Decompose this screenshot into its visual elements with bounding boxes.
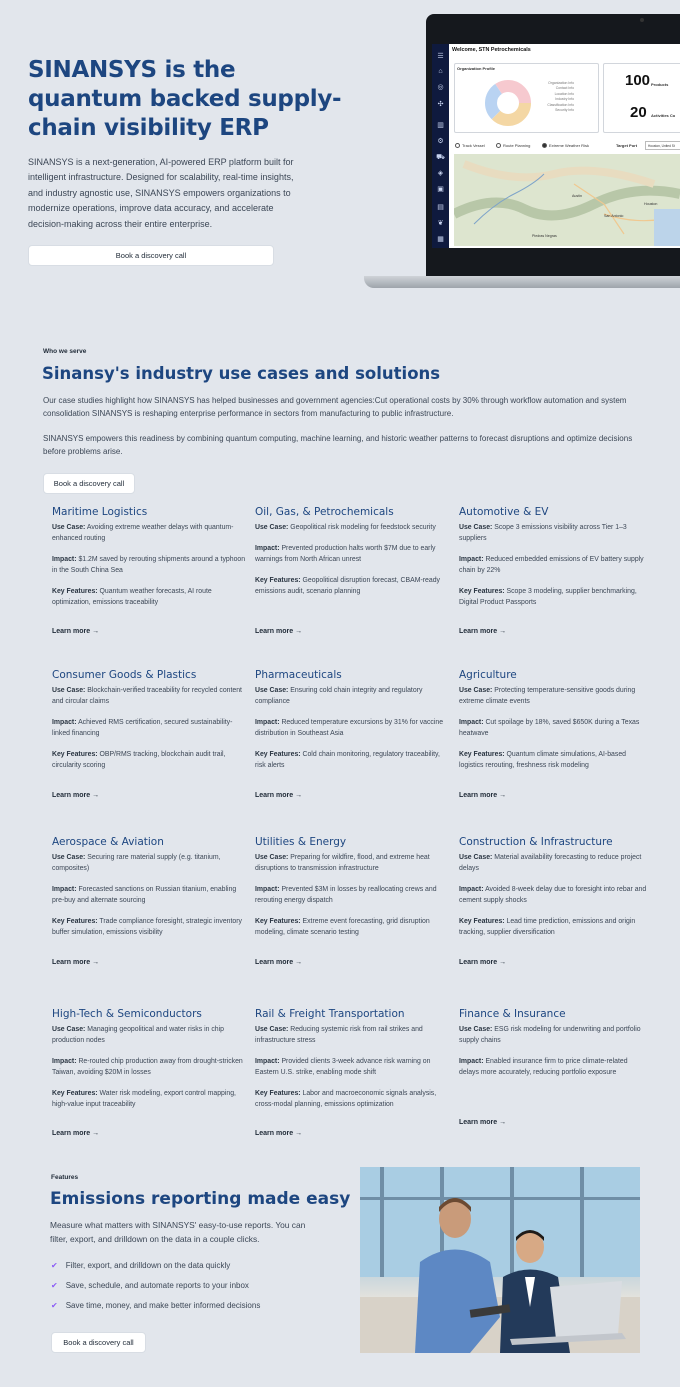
learn-more-link[interactable]: Learn more → (255, 628, 303, 635)
laptop-base (364, 276, 680, 288)
target-port-label: Target Port (616, 143, 638, 148)
arrow-right-icon: → (92, 628, 100, 635)
menu-icon[interactable]: ☰ (437, 53, 444, 60)
use-case-card-agriculture (459, 669, 649, 781)
org-profile-title: Organization Profile (457, 66, 496, 71)
card-features: Key Features: Quantum climate simulations, AI-based logistics rerouting, freshness risk modeling (459, 751, 626, 769)
check-icon: ✔ (51, 1301, 58, 1310)
card-use-case: Use Case: Reducing systemic risk from rail strikes and infrastructure stress (255, 1026, 423, 1044)
features-title: Emissions reporting made easy (50, 1189, 351, 1209)
use-cases-eyebrow: Who we serve (43, 348, 87, 355)
card-use-case: Use Case: Scope 3 emissions visibility across Tier 1–3 suppliers (459, 524, 627, 542)
card-features: Key Features: Labor and macroeconomic signals analysis, cross-modal planning, emissions optimization (255, 1090, 437, 1108)
use-case-card-aerospace (52, 836, 247, 948)
use-case-card-high-tech (52, 1008, 247, 1120)
learn-more-link[interactable]: Learn more → (255, 959, 303, 966)
card-features: Key Features: Water risk modeling, export control mapping, high-value input traceability (52, 1090, 236, 1108)
card-features: Key Features: Extreme event forecasting, grid disruption modeling, climate scenario testing (255, 918, 430, 936)
card-use-case: Use Case: Securing rare material supply (e.g. titanium, composites) (52, 854, 221, 872)
card-impact: Impact: Achieved RMS certification, secured sustainability-linked financing (52, 719, 233, 737)
feature-item: ✔ Save, schedule, and automate reports to your inbox (51, 1281, 249, 1290)
arrow-right-icon: → (499, 1119, 507, 1126)
card-title: Construction & Infrastructure (459, 836, 613, 848)
use-case-card-construction (459, 836, 649, 948)
card-features: Key Features: OBP/RMS tracking, blockchain audit trail, circularity scoring (52, 751, 226, 769)
activities-count: 20 (630, 104, 647, 121)
arrow-right-icon: → (92, 1130, 100, 1137)
legend-item: Location Info (554, 91, 574, 96)
card-use-case: Use Case: Protecting temperature-sensitive goods during extreme climate events (459, 687, 636, 705)
products-label: Products (651, 82, 669, 87)
card-features: Key Features: Geopolitical disruption forecast, CBAM-ready emissions audit, scenario planning (255, 577, 440, 595)
card-use-case: Use Case: Blockchain-verified traceability for recycled content and circular claims (52, 687, 242, 705)
use-cases-paragraph-1: Our case studies highlight how SINANSYS has helped businesses and government agencies:Cut operational costs by 30% through workflow automation and system consolidation SINANSYS is reshaping enterprise performance in sectors from manufacturing to public infrastructure. (43, 396, 627, 418)
card-use-case: Use Case: Preparing for wildfire, flood, and extreme heat disruptions to transmission infrastructure (255, 854, 430, 872)
use-case-card-oil-gas (255, 506, 445, 607)
card-use-case: Use Case: ESG risk modeling for underwriting and portfolio supply chains (459, 1026, 641, 1044)
card-title: Automotive & EV (459, 506, 549, 518)
use-case-card-pharmaceuticals (255, 669, 445, 781)
learn-more-link[interactable]: Learn more → (459, 792, 507, 799)
bar-chart-icon[interactable]: ▦ (437, 236, 444, 243)
settings-icon[interactable]: ⚙ (437, 138, 444, 145)
card-features: Key Features: Trade compliance foresight, strategic inventory buffer simulation, emissions visibility (52, 918, 242, 936)
card-impact: Impact: Prevented production halts worth $7M due to early warnings from North African unrest (255, 545, 436, 563)
feature-item: ✔ Filter, export, and drilldown on the data quickly (51, 1261, 231, 1270)
card-use-case: Use Case: Ensuring cold chain integrity and regulatory compliance (255, 687, 423, 705)
factory-icon[interactable]: ▥ (437, 122, 444, 129)
card-title: Utilities & Energy (255, 836, 347, 848)
learn-more-link[interactable]: Learn more → (459, 628, 507, 635)
card-impact: Impact: Reduced temperature excursions by 31% for vaccine distribution in Southeast Asia (255, 719, 444, 737)
use-case-card-rail-freight (255, 1008, 445, 1120)
team-photo (360, 1167, 640, 1353)
arrow-right-icon: → (295, 1130, 303, 1137)
card-impact: Impact: Avoided 8-week delay due to foresight into rebar and cement supply shocks (459, 886, 647, 904)
org-profile-donut (484, 79, 532, 127)
chart-icon[interactable]: ▤ (437, 204, 444, 211)
radio-route-planning[interactable]: Route Planning (496, 143, 530, 148)
truck-icon[interactable]: ⛟ (436, 154, 445, 161)
products-count: 100 (625, 72, 651, 89)
map-terrain (454, 154, 680, 246)
map-label: Houston (644, 202, 658, 206)
arrow-right-icon: → (295, 959, 303, 966)
card-impact: Impact: Re-routed chip production away from drought-stricken Taiwan, avoiding $20M in losses (52, 1058, 243, 1076)
card-features: Key Features: Scope 3 modeling, supplier benchmarking, Digital Product Passports (459, 588, 637, 606)
card-impact: Impact: Cut spoilage by 18%, saved $650K during a Texas heatwave (459, 719, 640, 737)
card-impact: Impact: $1.2M saved by rerouting shipments around a typhoon in the South China Sea (52, 556, 246, 574)
learn-more-link[interactable]: Learn more → (52, 628, 100, 635)
card-features: Key Features: Quantum weather forecasts, AI route optimization, emissions traceability (52, 588, 212, 606)
map-label: Austin (572, 194, 582, 198)
radio-track-vessel[interactable]: Track Vessel (455, 143, 485, 148)
card-impact: Impact: Provided clients 3-week advance risk warning on Eastern U.S. strike, enabling mode shift (255, 1058, 431, 1076)
learn-more-link[interactable]: Learn more → (52, 792, 100, 799)
arrow-right-icon: → (92, 959, 100, 966)
use-cases-title: Sinansy's industry use cases and solutions (42, 364, 441, 383)
learn-more-link[interactable]: Learn more → (52, 959, 100, 966)
card-use-case: Use Case: Avoiding extreme weather delays with quantum-enhanced routing (52, 524, 234, 542)
learn-more-link[interactable]: Learn more → (459, 1119, 507, 1126)
laptop-camera (640, 18, 644, 22)
activities-label: Activities Co (651, 113, 676, 118)
card-title: Pharmaceuticals (255, 669, 342, 681)
network-icon[interactable]: ✣ (437, 101, 444, 108)
leaf-icon[interactable]: ❦ (437, 220, 444, 227)
learn-more-link[interactable]: Learn more → (255, 1130, 303, 1137)
card-features: Key Features: Cold chain monitoring, regulatory traceability, risk alerts (255, 751, 440, 769)
legend-item: Organization Info (548, 81, 574, 85)
globe-icon[interactable]: ◎ (437, 84, 444, 91)
home-icon[interactable]: ⌂ (438, 68, 443, 75)
use-case-card-automotive (459, 506, 649, 618)
box-icon[interactable]: ▣ (437, 186, 444, 193)
hero-description: SINANSYS is a next-generation, AI-powered ERP platform built for intelligent infrastructure. Designed for scalability, real-time insights, and industry agnostic use, SINANSYS empowers organizations to modernize operations, improve data accuracy, and accelerate decision-making across their entire enterprise. (28, 157, 294, 229)
check-icon: ✔ (51, 1281, 58, 1290)
app-welcome-text: Welcome, STN Petrochemicals (452, 47, 531, 53)
hero-title: SINANSYS is the quantum backed supply-chain visibility ERP (28, 57, 342, 141)
features-description: Measure what matters with SINANSYS' easy-to-use reports. You can filter, export, and drilldown on the data in a couple clicks. (50, 1220, 306, 1244)
card-impact: Impact: Prevented $3M in losses by reallocating crews and rerouting energy dispatch (255, 886, 437, 904)
legend-item: Contact Info (555, 86, 574, 91)
arrow-right-icon: → (499, 959, 507, 966)
card-features: Key Features: Lead time prediction, emissions and origin tracking, supplier diversification (459, 918, 636, 936)
arrow-right-icon: → (295, 792, 303, 799)
target-port-select[interactable]: Houston, United St (645, 141, 680, 150)
use-case-card-utilities (255, 836, 445, 948)
card-title: Finance & Insurance (459, 1008, 566, 1020)
legend-item: Security Info (555, 108, 574, 113)
org-profile-legend (534, 81, 574, 113)
weather-map[interactable] (454, 154, 680, 246)
features-book-call-button[interactable]: Book a discovery call (51, 1332, 146, 1353)
card-title: Oil, Gas, & Petrochemicals (255, 506, 394, 518)
arrow-right-icon: → (295, 628, 303, 635)
learn-more-link[interactable]: Learn more → (459, 959, 507, 966)
card-title: Rail & Freight Transportation (255, 1008, 405, 1020)
map-label: Piedras Negras (532, 234, 557, 238)
use-cases-paragraph-2: SINANSYS empowers this readiness by combining quantum computing, machine learning, and historic weather patterns to forecast disruptions and optimize decisions before problems arise. (43, 434, 633, 456)
card-title: Maritime Logistics (52, 506, 148, 518)
card-use-case: Use Case: Managing geopolitical and water risks in chip production nodes (52, 1026, 224, 1044)
radio-extreme-weather[interactable]: Extreme Weather Risk (542, 143, 589, 148)
use-case-card-finance (459, 1008, 649, 1088)
card-use-case: Use Case: Geopolitical risk modeling for feedstock security (255, 524, 436, 531)
card-impact: Impact: Enabled insurance firm to price climate-related delays more accurately, reducing portfolio exposure (459, 1058, 628, 1076)
card-impact: Impact: Forecasted sanctions on Russian titanium, enabling pre-buy and alternate sourcing (52, 886, 237, 904)
features-eyebrow: Features (51, 1174, 79, 1181)
use-case-card-maritime (52, 506, 247, 618)
learn-more-link[interactable]: Learn more → (52, 1130, 100, 1137)
card-title: Aerospace & Aviation (52, 836, 164, 848)
team-photo-illustration (360, 1167, 640, 1353)
card-title: Consumer Goods & Plastics (52, 669, 197, 681)
feature-item: ✔ Save time, money, and make better informed decisions (51, 1301, 261, 1310)
arrow-right-icon: → (499, 792, 507, 799)
learn-more-link[interactable]: Learn more → (255, 792, 303, 799)
use-case-card-consumer-goods (52, 669, 247, 781)
map-label: San Antonio (604, 214, 624, 218)
arrow-right-icon: → (499, 628, 507, 635)
legend-item: Industry Info (555, 97, 574, 102)
card-use-case: Use Case: Material availability forecasting to reduce project delays (459, 854, 642, 872)
card-title: High-Tech & Semiconductors (52, 1008, 202, 1020)
legend-item: Classification Info (547, 102, 574, 107)
card-impact: Impact: Reduced embedded emissions of EV battery supply chain by 22% (459, 556, 644, 574)
check-icon: ✔ (51, 1261, 58, 1270)
use-cases-book-call-button[interactable]: Book a discovery call (43, 473, 135, 494)
hero-book-call-button[interactable]: Book a discovery call (28, 245, 274, 266)
card-title: Agriculture (459, 669, 517, 681)
tag-icon[interactable]: ◈ (437, 170, 444, 177)
arrow-right-icon: → (92, 792, 100, 799)
